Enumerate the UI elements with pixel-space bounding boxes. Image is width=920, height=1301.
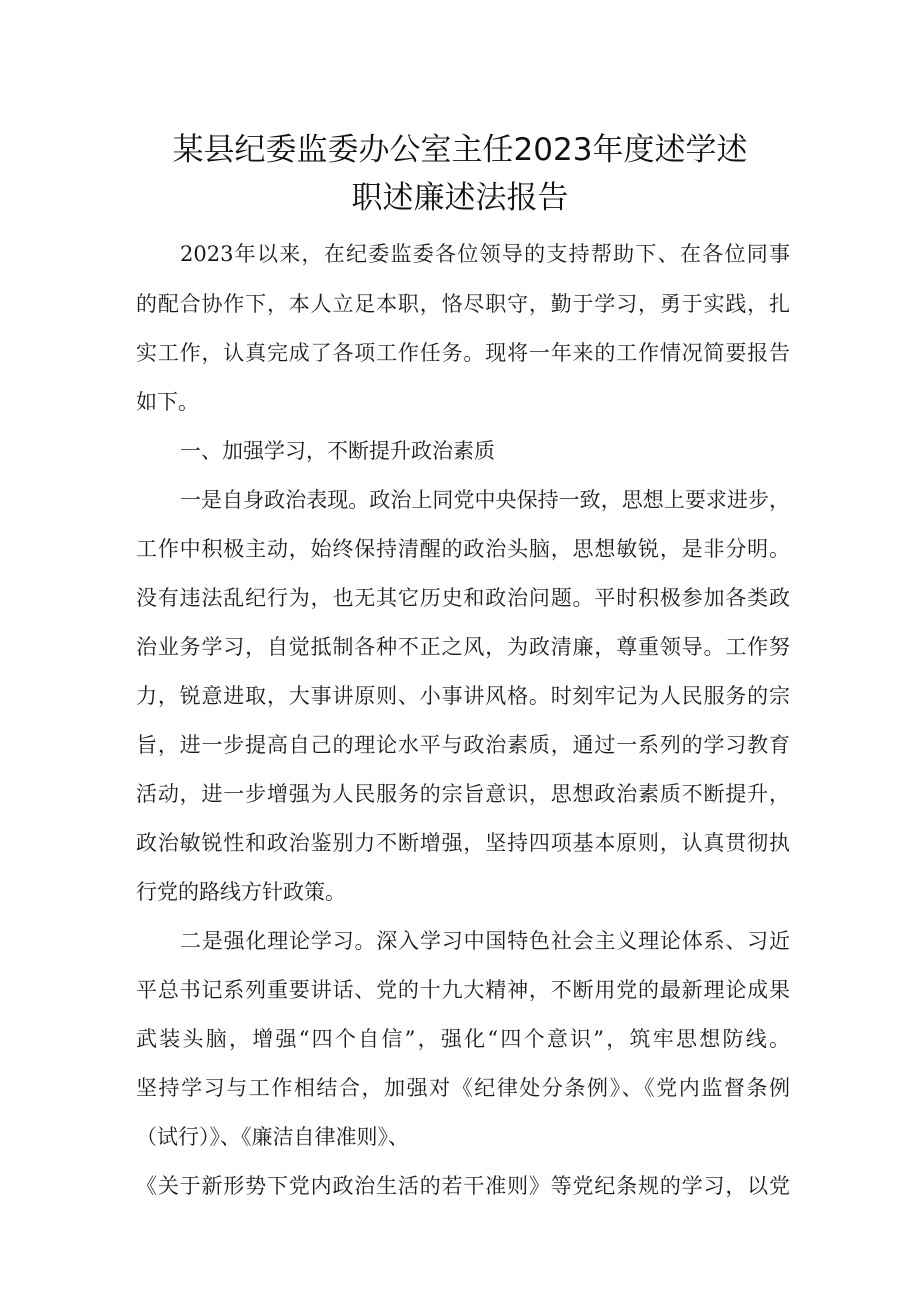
paragraph-line: 旨，进一步提高自己的理论水平与政治素质，通过一系列的学习教育: [136, 733, 790, 757]
paragraph-line: 的配合协作下，本人立足本职，恪尽职守，勤于学习，勇于实践，扎: [136, 292, 790, 316]
paragraph-line: 政治敏锐性和政治鉴别力不断增强，坚持四项基本原则，认真贯彻执: [136, 831, 790, 855]
paragraph-line: 2023年以来，在纪委监委各位领导的支持帮助下、在各位同事: [180, 242, 790, 266]
paragraph-line: 一是自身政治表现。政治上同党中央保持一致，思想上要求进步，: [180, 488, 790, 512]
paragraph-line: 力，锐意进取，大事讲原则、小事讲风格。时刻牢记为人民服务的宗: [136, 684, 790, 708]
document-title-line-2: 职述廉述法报告: [351, 180, 569, 216]
document-title-line-1: 某县纪委监委办公室主任2023年度述学述: [172, 132, 748, 168]
paragraph-line: （试行）》、《廉洁自律准则》、: [136, 1125, 409, 1149]
paragraph-line: 实工作，认真完成了各项工作任务。现将一年来的工作情况简要报告: [136, 341, 790, 365]
paragraph-line: 行党的路线方针政策。: [136, 880, 346, 904]
paragraph-line: 《关于新形势下党内政治生活的若干准则》等党纪条规的学习，以党: [136, 1174, 790, 1198]
paragraph-line: 二是强化理论学习。深入学习中国特色社会主义理论体系、习近: [180, 929, 790, 953]
paragraph-line: 如下。: [136, 390, 199, 414]
paragraph-line: 工作中积极主动，始终保持清醒的政治头脑，思想敏锐，是非分明。: [136, 537, 790, 561]
paragraph-line: 坚持学习与工作相结合，加强对《纪律处分条例》、《党内监督条例: [136, 1076, 790, 1100]
paragraph-line: 没有违法乱纪行为，也无其它历史和政治问题。平时积极参加各类政: [136, 586, 790, 610]
paragraph-line: 平总书记系列重要讲话、党的十九大精神，不断用党的最新理论成果: [136, 978, 790, 1002]
section-heading: 一、加强学习，不断提升政治素质: [180, 439, 495, 463]
paragraph-line: 治业务学习，自觉抵制各种不正之风，为政清廉，尊重领导。工作努: [136, 635, 790, 659]
paragraph-line: 活动，进一步增强为人民服务的宗旨意识，思想政治素质不断提升，: [136, 782, 790, 806]
paragraph-line: 武装头脑，增强“四个自信”，强化“四个意识”，筑牢思想防线。: [136, 1027, 790, 1051]
